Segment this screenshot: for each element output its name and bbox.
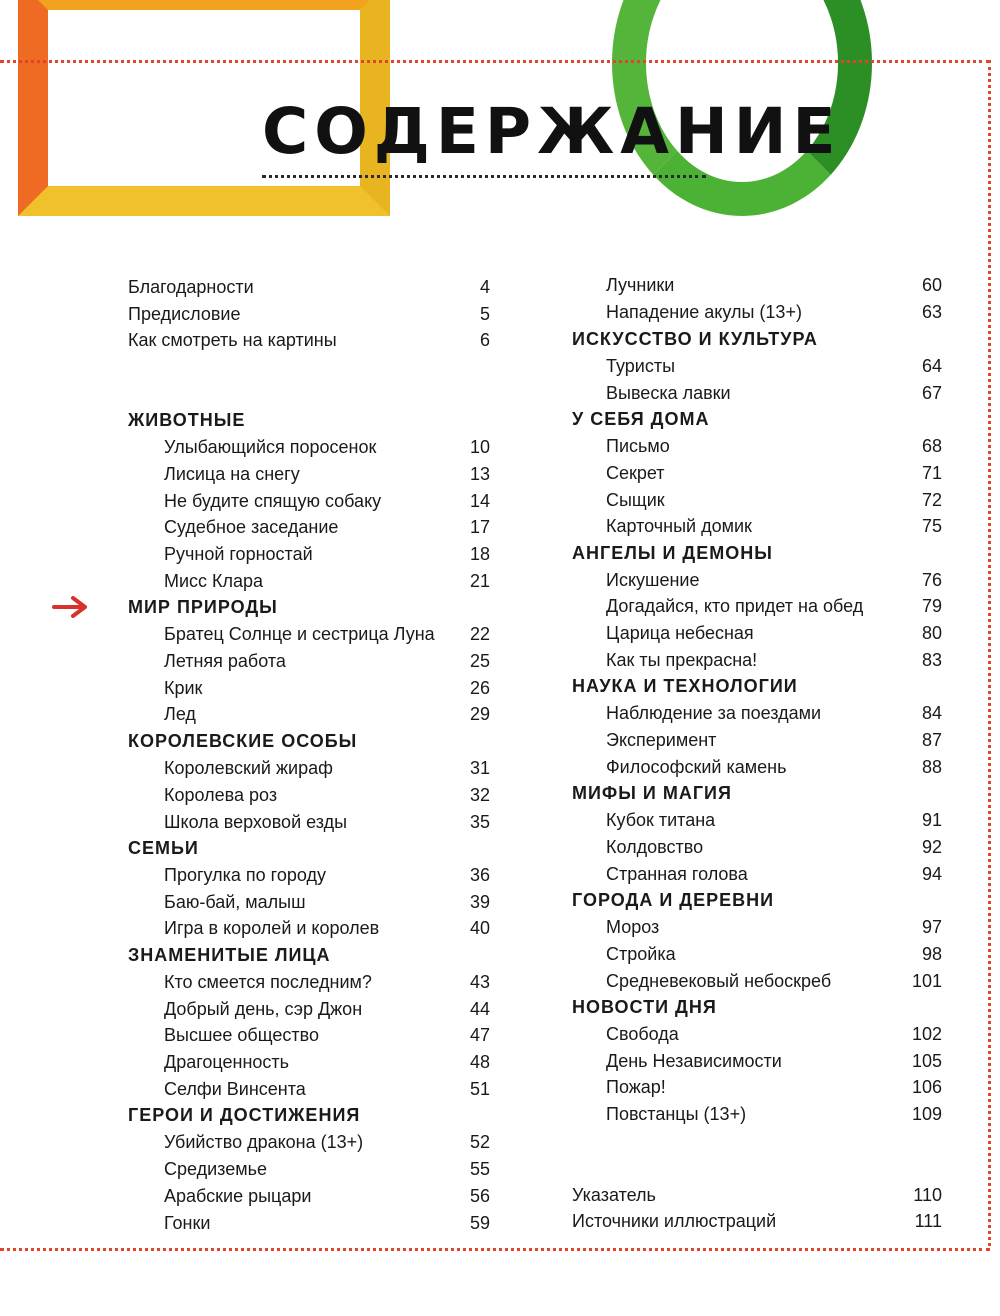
- entry-title: Указатель: [572, 1185, 656, 1205]
- dotted-border-top: [0, 60, 990, 63]
- entry-title: Туристы: [606, 356, 676, 376]
- toc-entry: [606, 513, 942, 539]
- page-number: 6: [479, 330, 490, 350]
- entry-title: Убийство дракона (13+): [164, 1132, 364, 1152]
- page-number: 64: [921, 356, 942, 376]
- entry-title: Эксперимент: [606, 730, 717, 750]
- section-title: НОВОСТИ ДНЯ: [572, 997, 717, 1017]
- toc-entry: [606, 593, 942, 619]
- entry-title: Наблюдение за поездами: [606, 703, 822, 723]
- entry-title: Царица небесная: [606, 623, 754, 643]
- toc-entry: [164, 996, 490, 1022]
- toc-entry: [164, 1156, 490, 1182]
- toc-section-heading: [572, 406, 942, 432]
- page-number: 22: [469, 624, 490, 644]
- toc-entry: [606, 968, 942, 994]
- toc-section-heading: [572, 994, 942, 1020]
- page-number: 5: [479, 304, 490, 324]
- page-number: 63: [921, 302, 942, 322]
- entry-title: Кто смеется последним?: [164, 972, 372, 992]
- page-number: 83: [921, 650, 942, 670]
- toc-entry: [572, 1208, 942, 1234]
- entry-title: Крик: [164, 678, 203, 698]
- page-number: 25: [469, 651, 490, 671]
- entry-title: Кубок титана: [606, 810, 716, 830]
- entry-title: Догадайся, кто придет на обед: [606, 596, 864, 616]
- toc-entry: [164, 621, 490, 647]
- toc-entry: [606, 1048, 942, 1074]
- toc-entry: [164, 675, 490, 701]
- page-number: 14: [469, 491, 490, 511]
- page-number: 75: [921, 516, 942, 536]
- page-number: 111: [914, 1211, 942, 1231]
- toc-entry: [606, 1101, 942, 1127]
- toc-entry: [164, 514, 490, 540]
- entry-title: Драгоценность: [164, 1052, 290, 1072]
- entry-title: Баю-бай, малыш: [164, 892, 306, 912]
- toc-entry: [606, 380, 942, 406]
- entry-title: Высшее общество: [164, 1025, 319, 1045]
- toc-entry: [128, 274, 490, 300]
- right-arrow-icon: [52, 594, 92, 620]
- page-number: 47: [469, 1025, 490, 1045]
- entry-title: Предисловие: [128, 304, 241, 324]
- page-number: 51: [469, 1079, 490, 1099]
- entry-title: Лучники: [606, 275, 675, 295]
- page-number: 101: [911, 971, 942, 991]
- page-number: 59: [469, 1213, 490, 1233]
- entry-title: Лисица на снегу: [164, 464, 300, 484]
- page-number: 76: [921, 570, 942, 590]
- page-number: 79: [921, 596, 942, 616]
- section-title: ЗНАМЕНИТЫЕ ЛИЦА: [128, 945, 331, 965]
- entry-title: Улыбающийся поросенок: [164, 437, 377, 457]
- toc-entry: [164, 541, 490, 567]
- entry-title: Средневековый небоскреб: [606, 971, 832, 991]
- entry-title: Средиземье: [164, 1159, 268, 1179]
- page-title: СОДЕРЖАНИЕ: [262, 95, 842, 168]
- page-number: 106: [911, 1077, 942, 1097]
- dotted-border-bottom: [0, 1248, 990, 1251]
- page-number: 67: [921, 383, 942, 403]
- page-number: 72: [921, 490, 942, 510]
- toc-entry: [164, 461, 490, 487]
- entry-title: Как смотреть на картины: [128, 330, 337, 350]
- entry-title: Пожар!: [606, 1077, 666, 1097]
- entry-title: Письмо: [606, 436, 670, 456]
- toc-section-heading: [128, 594, 490, 620]
- page-number: 109: [911, 1104, 942, 1124]
- entry-title: Ручной горностай: [164, 544, 313, 564]
- page-number: 68: [921, 436, 942, 456]
- toc-entry: [606, 861, 942, 887]
- toc-entry: [164, 915, 490, 941]
- toc-entry: [164, 1049, 490, 1075]
- toc-entry: [164, 755, 490, 781]
- page-number: 84: [921, 703, 942, 723]
- toc-entry: [606, 647, 942, 673]
- entry-title: Школа верховой езды: [164, 812, 348, 832]
- toc-entry: [128, 327, 490, 353]
- toc-entry: [606, 567, 942, 593]
- toc-entry: [164, 1129, 490, 1155]
- toc-entry: [164, 889, 490, 915]
- page-number: 13: [469, 464, 490, 484]
- toc-entry: [606, 754, 942, 780]
- section-title: У СЕБЯ ДОМА: [572, 409, 710, 429]
- toc-entry: [606, 487, 942, 513]
- page-number: 39: [469, 892, 490, 912]
- entry-title: День Независимости: [606, 1051, 782, 1071]
- toc-entry: [164, 782, 490, 808]
- page-number: 80: [921, 623, 942, 643]
- page-number: 10: [469, 437, 490, 457]
- page-number: 43: [469, 972, 490, 992]
- entry-title: Добрый день, сэр Джон: [164, 999, 363, 1019]
- toc-entry: [164, 701, 490, 727]
- toc-entry: [164, 1183, 490, 1209]
- entry-title: Гонки: [164, 1213, 211, 1233]
- page-number: 105: [911, 1051, 942, 1071]
- toc-entry: [164, 809, 490, 835]
- section-title: МИФЫ И МАГИЯ: [572, 783, 732, 803]
- page-number: 17: [469, 517, 490, 537]
- page-number: 44: [469, 999, 490, 1019]
- entry-title: Искушение: [606, 570, 700, 590]
- entry-title: Мороз: [606, 917, 660, 937]
- entry-title: Прогулка по городу: [164, 865, 326, 885]
- toc-section-heading: [572, 673, 942, 699]
- toc-entry: [606, 807, 942, 833]
- page-number: 60: [921, 275, 942, 295]
- toc-entry: [164, 1076, 490, 1102]
- page-number: 48: [469, 1052, 490, 1072]
- toc-section-heading: [128, 942, 490, 968]
- section-title: ГОРОДА И ДЕРЕВНИ: [572, 890, 775, 910]
- page-number: 71: [921, 463, 942, 483]
- page-number: 40: [469, 918, 490, 938]
- page-number: 32: [469, 785, 490, 805]
- entry-title: Королева роз: [164, 785, 278, 805]
- page-number: 52: [469, 1132, 490, 1152]
- entry-title: Нападение акулы (13+): [606, 302, 802, 322]
- entry-title: Повстанцы (13+): [606, 1104, 747, 1124]
- title-underline: [262, 175, 706, 178]
- page-number: 21: [469, 571, 490, 591]
- page-number: 110: [913, 1185, 942, 1205]
- toc-entry: [164, 648, 490, 674]
- section-title: ГЕРОИ И ДОСТИЖЕНИЯ: [128, 1105, 361, 1125]
- page-number: 87: [921, 730, 942, 750]
- entry-title: Вывеска лавки: [606, 383, 731, 403]
- toc-entry: [572, 1182, 942, 1208]
- entry-title: Секрет: [606, 463, 665, 483]
- section-title: ЖИВОТНЫЕ: [128, 410, 246, 430]
- toc-entry: [606, 299, 942, 325]
- entry-title: Сыщик: [606, 490, 665, 510]
- page-number: 102: [911, 1024, 942, 1044]
- page-number: 88: [921, 757, 942, 777]
- toc-entry: [164, 488, 490, 514]
- entry-title: Королевский жираф: [164, 758, 333, 778]
- toc-entry: [606, 914, 942, 940]
- toc-section-heading: [572, 887, 942, 913]
- section-title: СЕМЬИ: [128, 838, 199, 858]
- entry-title: Мисс Клара: [164, 571, 264, 591]
- entry-title: Селфи Винсента: [164, 1079, 306, 1099]
- toc-entry: [606, 941, 942, 967]
- toc-entry: [606, 1021, 942, 1047]
- entry-title: Карточный домик: [606, 516, 752, 536]
- toc-section-heading: [572, 540, 942, 566]
- entry-title: Свобода: [606, 1024, 679, 1044]
- toc-entry: [606, 700, 942, 726]
- toc-entry: [606, 620, 942, 646]
- page-number: 29: [469, 704, 490, 724]
- page-number: 18: [469, 544, 490, 564]
- toc-section-heading: [572, 326, 942, 352]
- toc-entry: [164, 434, 490, 460]
- entry-title: Стройка: [606, 944, 676, 964]
- page-number: 36: [469, 865, 490, 885]
- page-number: 31: [469, 758, 490, 778]
- entry-title: Лед: [164, 704, 196, 724]
- entry-title: Судебное заседание: [164, 517, 339, 537]
- toc-section-heading: [128, 835, 490, 861]
- toc-entry: [606, 433, 942, 459]
- entry-title: Не будите спящую собаку: [164, 491, 382, 511]
- entry-title: Как ты прекрасна!: [606, 650, 758, 670]
- entry-title: Источники иллюстраций: [572, 1211, 777, 1231]
- page-number: 35: [469, 812, 490, 832]
- page-number: 98: [921, 944, 942, 964]
- entry-title: Благодарности: [128, 277, 254, 297]
- entry-title: Странная голова: [606, 864, 748, 884]
- page-number: 4: [479, 277, 490, 297]
- toc-entry: [606, 353, 942, 379]
- toc-entry: [164, 969, 490, 995]
- entry-title: Летняя работа: [164, 651, 286, 671]
- toc-entry: [606, 272, 942, 298]
- section-title: НАУКА И ТЕХНОЛОГИИ: [572, 676, 798, 696]
- page-number: 92: [921, 837, 942, 857]
- toc-entry: [164, 568, 490, 594]
- entry-title: Философский камень: [606, 757, 787, 777]
- toc-section-heading: [572, 780, 942, 806]
- toc-entry: [606, 727, 942, 753]
- toc-entry: [128, 301, 490, 327]
- toc-section-heading: [128, 1102, 490, 1128]
- entry-title: Братец Солнце и сестрица Луна: [164, 624, 435, 644]
- toc-entry: [606, 1074, 942, 1100]
- section-title: АНГЕЛЫ И ДЕМОНЫ: [572, 543, 773, 563]
- section-title: МИР ПРИРОДЫ: [128, 597, 278, 617]
- page-number: 91: [921, 810, 942, 830]
- toc-entry: [606, 834, 942, 860]
- page-number: 94: [921, 864, 942, 884]
- toc-section-heading: [128, 407, 490, 433]
- section-title: КОРОЛЕВСКИЕ ОСОБЫ: [128, 731, 358, 751]
- toc-section-heading: [128, 728, 490, 754]
- page-number: 55: [469, 1159, 490, 1179]
- entry-title: Арабские рыцари: [164, 1186, 312, 1206]
- dotted-border-right: [988, 60, 991, 1246]
- page-number: 26: [469, 678, 490, 698]
- toc-entry: [164, 862, 490, 888]
- entry-title: Колдовство: [606, 837, 704, 857]
- toc-entry: [164, 1022, 490, 1048]
- toc-entry: [606, 460, 942, 486]
- toc-entry: [164, 1210, 490, 1236]
- entry-title: Игра в королей и королев: [164, 918, 380, 938]
- page-number: 97: [921, 917, 942, 937]
- section-title: ИСКУССТВО И КУЛЬТУРА: [572, 329, 818, 349]
- page-number: 56: [469, 1186, 490, 1206]
